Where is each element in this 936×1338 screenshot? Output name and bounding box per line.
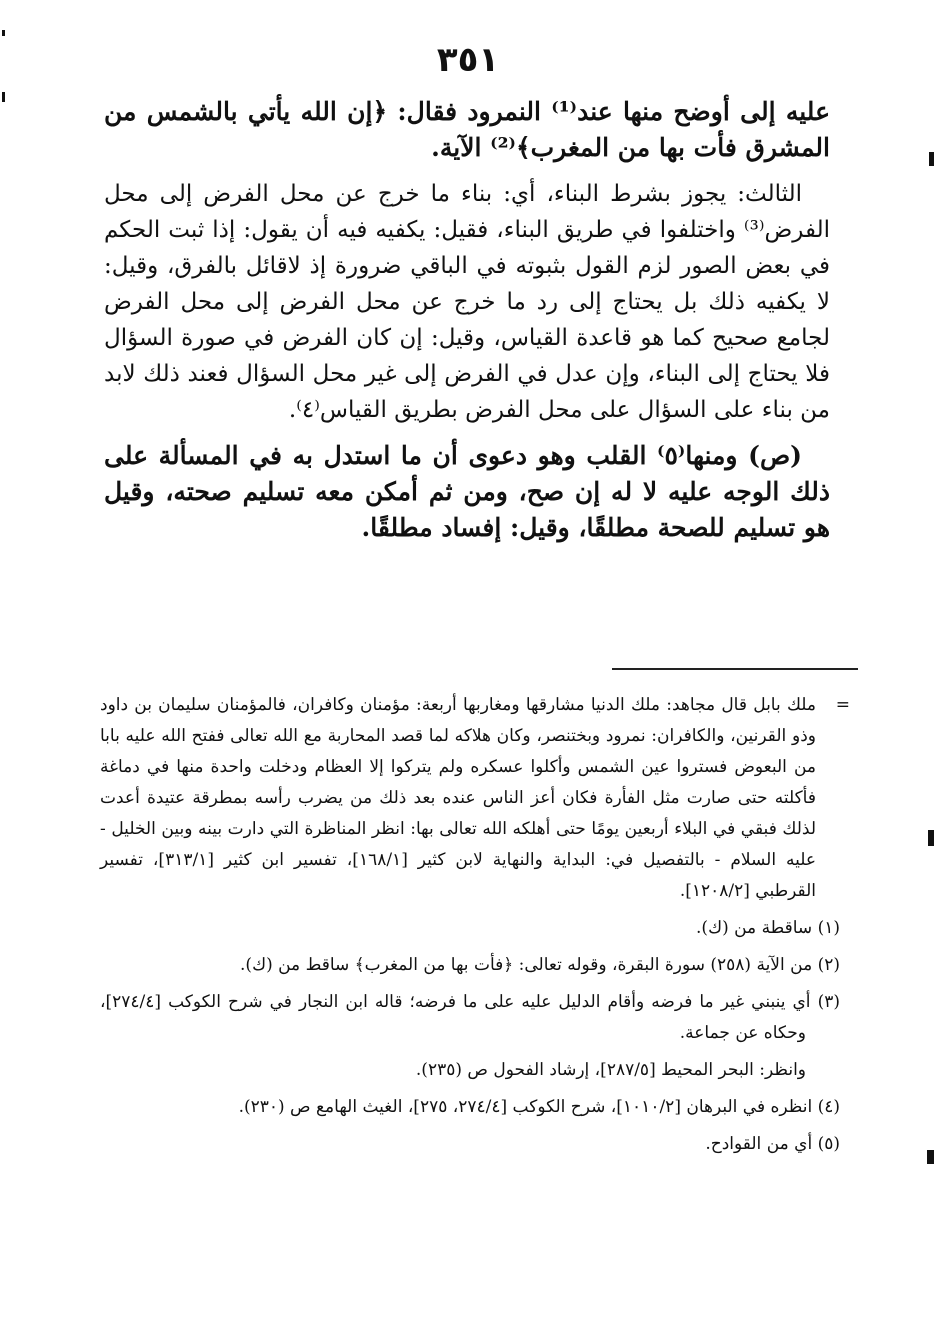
paragraph-quran-continuation: عليه إلى أوضح منها عند⁽¹⁾ النمرود فقال: ﴿إن الله يأتي بالشمس من المشرق فأت بها من المغرب﴾⁽²⁾ الآية. xyxy=(104,97,830,162)
paragraph-qalb-definition: (ص) ومنها⁽٥⁾ القلب وهو دعوى أن ما استدل به في المسألة على ذلك الوجه عليه لا له إن صح، ومن ثم أمكن معه تسليم صحته، وقيل هو تسليم للصحة مطلقًا، وقيل: إفساد مطلقًا. xyxy=(104,441,830,542)
footnote-2: (٢) من الآية (٢٥٨) سورة البقرة، وقوله تعالى: ﴿فأت بها من المغرب﴾ ساقط من (ك). xyxy=(240,955,840,975)
footnote-continuation xyxy=(100,690,850,907)
footnote-separator xyxy=(612,668,858,670)
scan-mark xyxy=(928,830,934,846)
footnote-4: (٤) انظره في البرهان [١٠١٠/٢]، شرح الكوكب [٢٧٤/٤، ٢٧٥]، الغيث الهامع ص (٢٣٠). xyxy=(238,1097,840,1117)
scan-mark xyxy=(927,1150,934,1164)
footnote-3: (٣) أي ينبني غير ما فرضه وأقام الدليل عليه على ما فرضه؛ قاله ابن النجار في شرح الكوكب [٢٧٤/٤]، وحكاه عن جماعة. xyxy=(100,992,840,1043)
page-number: ٣٥١ xyxy=(436,40,500,80)
footnotes xyxy=(100,690,850,1166)
scan-mark xyxy=(929,152,934,166)
footnote-3-see-also: وانظر: البحر المحيط [٢٨٧/٥]، إرشاد الفحول ص (٢٣٥). xyxy=(415,1060,806,1080)
paragraph-third-position: الثالث: يجوز بشرط البناء، أي: بناء ما خرج عن محل الفرض إلى محل الفرض⁽³⁾ واختلفوا في طريق البناء، فقيل: يكفيه فيه أن يقول: إذا ثبت الحكم في بعض الصور لزم القول بثبوته في الباقي ضرورة إذ لاقائل بالفرق، وقيل: لا يكفيه ذلك بل يحتاج إلى رد ما خرج عن محل الفرض إلى محل الفرض لجامع صحيح كما هو قاعدة القياس، وقيل: إن كان الفرض في صورة السؤال فلا يحتاج إلى البناء، وإن عدل في الفرض إلى غير محل السؤال فعند ذلك لابد من بناء على السؤال على محل الفرض بطريق القياس⁽٤⁾. xyxy=(104,181,830,423)
continuation-mark: = xyxy=(835,695,850,715)
main-text xyxy=(104,94,830,556)
footnote-1: (١) ساقطة من (ك). xyxy=(696,918,840,938)
scan-mark xyxy=(2,30,5,36)
footnote-5: (٥) أي من القوادح. xyxy=(705,1134,840,1154)
footnote-continuation-text: ملك بابل قال مجاهد: ملك الدنيا مشارقها ومغاربها أربعة: مؤمنان وكافران، فالمؤمنان سليمان بن داود وذو القرنين، والكافران: نمرود وبختنصر، وكان هلاكه لما قصد المحاربة مع الله تعالى ففتح الله عليه بابا من البعوض فستروا عين الشمس وأكلوا عسكره ولم يتركوا إلا العظام ودخلت واحدة منها في دماغة فأكلته حتى صارت مثل الفأرة فكان أعز الناس عنده بعد ذلك من يضرب رأسه بمطرقة عتيدة أعدت لذلك فبقي في البلاء أربعين يومًا حتى أهلكه الله تعالى بها: انظر المناظرة التي دارت بينه وبين الخليل - عليه السلام - بالتفصيل في: البداية والنهاية لابن كثير [١٦٨/١]، تفسير ابن كثير [٣١٣/١]، تفسير القرطبي [١٢٠٨/٢]. xyxy=(100,695,816,901)
scan-mark xyxy=(2,92,5,102)
